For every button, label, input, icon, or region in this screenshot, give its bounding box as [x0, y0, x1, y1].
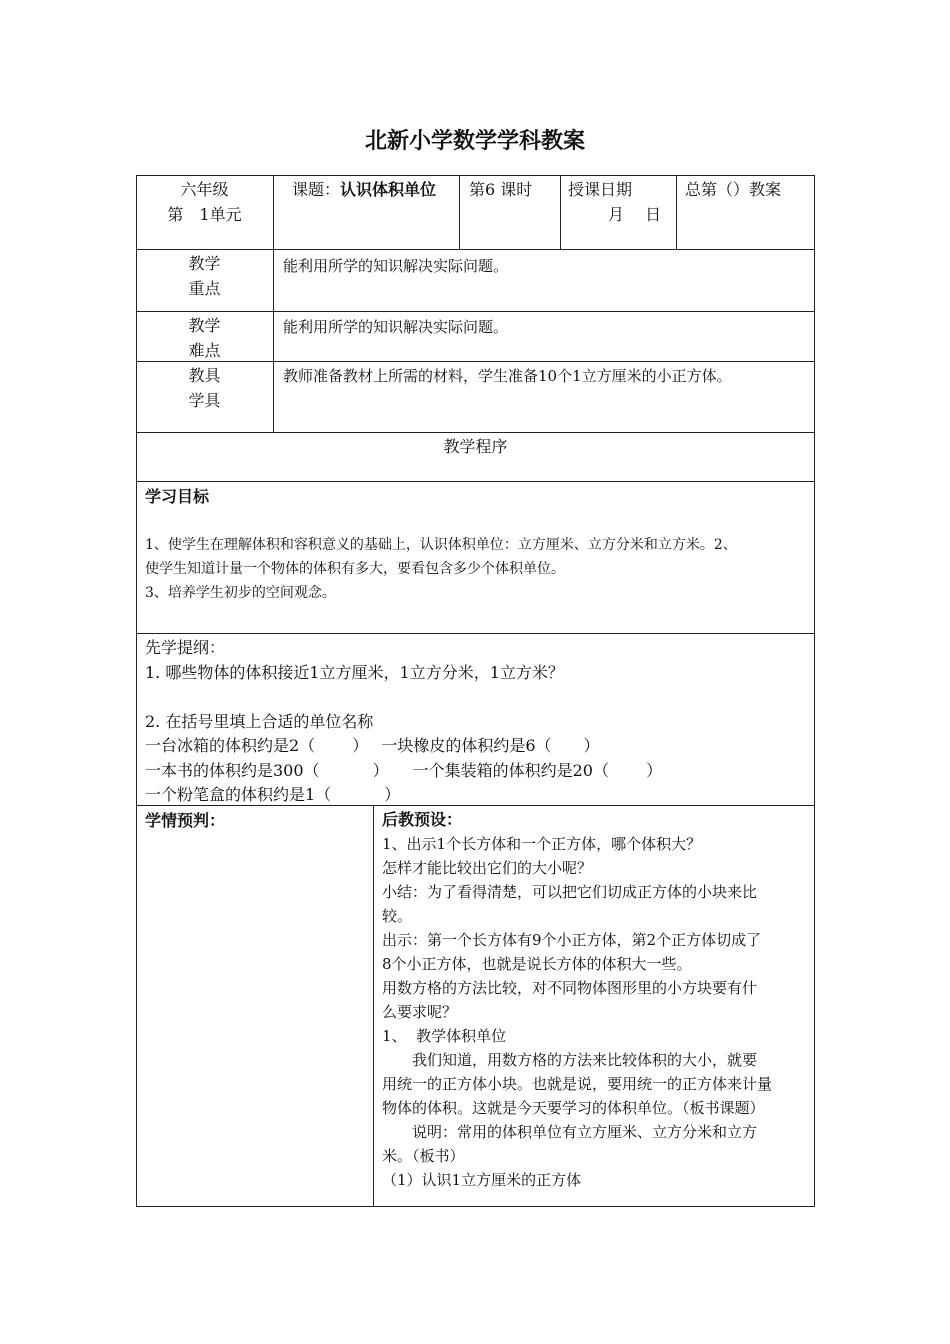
design-line: 我们知道，用数方格的方法来比较体积的大小，就要 [412, 1051, 758, 1069]
design-heading: 后教预设： [382, 810, 463, 829]
grade-label: 六年级 [180, 180, 229, 199]
design-line: （1）认识1立方厘米的正方体 [382, 1171, 582, 1189]
column-divider [560, 175, 561, 249]
total-plan-number: 总第（）教案 [685, 180, 782, 199]
preview-question-2: 2. 在括号里填上合适的单位名称 [145, 711, 374, 731]
row-divider [136, 432, 815, 433]
design-line: 1、 教学体积单位 [382, 1027, 507, 1045]
design-line: 物体的体积。这就是今天要学习的体积单位。（板书课题） [382, 1099, 765, 1117]
design-line: 用统一的正方体小块。也就是说，要用统一的正方体来计量 [382, 1075, 773, 1093]
design-line: 么要求呢？ [382, 1003, 458, 1021]
topic-cell [292, 177, 454, 202]
preview-item: 一台冰箱的体积约是2（ ） 一块橡皮的体积约是6（ ） [145, 736, 600, 755]
objective-line: 使学生知道计量一个物体的体积有多大，要看包含多少个体积单位。 [145, 561, 565, 577]
preview-outline [145, 636, 813, 808]
grade-cell [136, 177, 273, 227]
table-border-bottom [136, 1206, 815, 1207]
preview-item: 一个粉笔盒的体积约是1（ ） [145, 785, 401, 804]
tools-text: 教师准备教材上所需的材料，学生准备10个1立方厘米的小正方体。 [283, 367, 732, 385]
design-line: 1、出示1个长方体和一个正方体，哪个体积大？ [382, 835, 702, 853]
design-line: 说明：常用的体积单位有立方厘米、立方分米和立方 [412, 1123, 758, 1141]
objectives-heading: 学习目标 [145, 487, 210, 506]
design-line: 出示：第一个长方体有9个小正方体，第2个正方体切成了 [382, 931, 762, 949]
topic-value: 认识体积单位 [340, 180, 437, 199]
situation-heading: 学情预判： [145, 811, 226, 830]
difficulties-text: 能利用所学的知识解决实际问题。 [283, 318, 509, 336]
key-points-text: 能利用所学的知识解决实际问题。 [283, 257, 509, 275]
date-fields: 月 日 [608, 205, 662, 224]
design-line: 小结：为了看得清楚，可以把它们切成正方体的小块来比 [382, 883, 758, 901]
teaching-design [382, 808, 810, 1192]
objective-line: 3、培养学生初步的空间观念。 [145, 585, 336, 601]
date-cell [568, 177, 674, 227]
column-divider [273, 175, 274, 432]
key-points-label: 教学 重点 [188, 254, 221, 298]
row-divider [136, 249, 815, 250]
objectives-body [145, 533, 813, 605]
row-divider [136, 311, 815, 312]
document-title: 北新小学数学学科教案 [364, 129, 585, 154]
row-divider [136, 481, 815, 482]
column-divider [373, 805, 374, 1207]
row-divider [136, 633, 815, 634]
design-line: 米。（板书） [382, 1147, 465, 1165]
lesson-number: 第6 课时 [469, 180, 533, 199]
design-line: 用数方格的方法比较，对不同物体图形里的小方块要有什 [382, 979, 758, 997]
design-line: 较。 [382, 907, 413, 925]
table-border-top [136, 175, 815, 176]
procedure-heading: 教学程序 [443, 437, 508, 456]
preview-question-1: 1. 哪些物体的体积接近1立方厘米，1立方分米，1立方米？ [145, 662, 564, 682]
table-border-right [814, 175, 815, 1207]
difficulties-label: 教学 难点 [188, 316, 221, 360]
objective-line: 1、使学生在理解体积和容积意义的基础上，认识体积单位：立方厘米、立方分米和立方米。2、 [145, 537, 737, 553]
column-divider [459, 175, 460, 249]
column-divider [676, 175, 677, 249]
topic-label: 课题： [292, 180, 341, 199]
unit-label: 第 1单元 [167, 205, 242, 224]
preview-heading: 先学提纲： [145, 638, 226, 657]
design-line: 8个小正方体，也就是说长方体的体积大一些。 [382, 955, 692, 973]
design-line: 怎样才能比较出它们的大小呢？ [382, 859, 593, 877]
tools-label: 教具 学具 [188, 366, 221, 410]
preview-item: 一本书的体积约是300（ ） 一个集装箱的体积约是20（ ） [145, 760, 663, 780]
lesson-plan-table [136, 175, 815, 1207]
date-label: 授课日期 [568, 180, 633, 199]
